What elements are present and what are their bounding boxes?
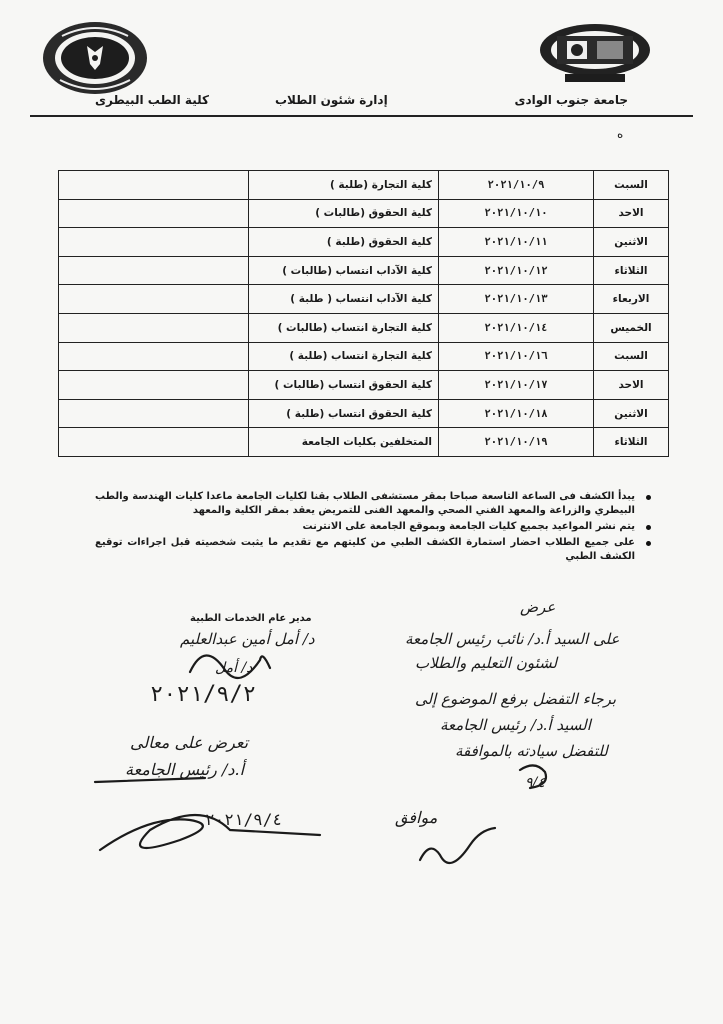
submit-line-5-handwritten: للتفضل سيادته بالموافقة [455, 742, 608, 760]
faculty-name: كلية الطب البيطرى [95, 93, 209, 107]
schedule-empty-cell [59, 199, 249, 228]
schedule-date-cell: ٢٠٢١/١٠/١٢ [439, 256, 594, 285]
schedule-empty-cell [59, 256, 249, 285]
schedule-row [59, 256, 669, 285]
schedule-row [59, 399, 669, 428]
schedule-date-cell: ٢٠٢١/١٠/١٤ [439, 313, 594, 342]
schedule-day-cell: السبت [594, 171, 669, 200]
schedule-empty-cell [59, 313, 249, 342]
director-name-handwritten: د/ أمل أمين عبدالعليم [180, 630, 315, 648]
schedule-day-cell: الخميس [594, 313, 669, 342]
schedule-row [59, 428, 669, 457]
university-name: جامعة جنوب الوادى [514, 93, 628, 107]
schedule-day-cell: الثلاثاء [594, 428, 669, 457]
schedule-empty-cell [59, 342, 249, 371]
schedule-faculty-cell: كلية الحقوق انتساب (طلبة ) [249, 399, 439, 428]
director-initial-handwritten: د/ أمل [215, 660, 253, 676]
left-note-line-1-handwritten: تعرض على معالى [130, 733, 249, 752]
submit-line-2-handwritten: لشئون التعليم والطلاب [415, 654, 558, 672]
schedule-date-cell: ٢٠٢١/١٠/٩ [439, 171, 594, 200]
medical-services-director-title: مدير عام الخدمات الطبية [190, 613, 312, 624]
schedule-row [59, 313, 669, 342]
submit-line-3-handwritten: برجاء التفضل برفع الموضوع إلى [415, 690, 617, 708]
schedule-date-cell: ٢٠٢١/١٠/١٦ [439, 342, 594, 371]
schedule-day-cell: الاثنين [594, 228, 669, 257]
schedule-date-cell: ٢٠٢١/١٠/١٣ [439, 285, 594, 314]
schedule-row [59, 228, 669, 257]
schedule-date-cell: ٢٠٢١/١٠/١٨ [439, 399, 594, 428]
header-divider [30, 115, 693, 117]
schedule-empty-cell [59, 171, 249, 200]
schedule-day-cell: الاحد [594, 199, 669, 228]
schedule-empty-cell [59, 399, 249, 428]
page-mark: ه [617, 127, 624, 141]
submit-line-4-handwritten: السيد أ.د/ رئيس الجامعة [440, 716, 591, 734]
schedule-row [59, 171, 669, 200]
schedule-day-cell: الاثنين [594, 399, 669, 428]
note-item: يبدأ الكشف فى الساعة التاسعة صباحا بمقر مستشفى الطلاب بقنا لكليات الجامعة ماعدا كليات الهندسة والطب البيطري والزراعة والمعهد الفني الصحي والمعهد الفنى للتمريض يعقد بمقر الكلية والمعهد [95, 491, 635, 516]
schedule-day-cell: السبت [594, 342, 669, 371]
schedule-empty-cell [59, 228, 249, 257]
left-note-line-2-handwritten: أ.د/ رئيس الجامعة [125, 760, 245, 779]
schedule-row [59, 371, 669, 400]
schedule-day-cell: الثلاثاء [594, 256, 669, 285]
left-note-date-handwritten: ٢٠٢١/٩/٤ [205, 810, 283, 829]
schedule-empty-cell [59, 428, 249, 457]
department-name: إدارة شئون الطلاب [275, 93, 388, 107]
university-logo [535, 22, 655, 84]
schedule-date-cell: ٢٠٢١/١٠/١١ [439, 228, 594, 257]
schedule-date-cell: ٢٠٢١/١٠/١٠ [439, 199, 594, 228]
schedule-faculty-cell: كلية الآداب انتساب ( طلبة ) [249, 285, 439, 314]
submit-line-1-handwritten: على السيد أ.د/ نائب رئيس الجامعة [405, 630, 620, 648]
medical-exam-schedule-table [58, 170, 669, 457]
schedule-row [59, 285, 669, 314]
schedule-faculty-cell: المتخلفين بكليات الجامعة [249, 428, 439, 457]
schedule-faculty-cell: كلية الحقوق انتساب (طالبات ) [249, 371, 439, 400]
schedule-faculty-cell: كلية التجارة انتساب (طلبة ) [249, 342, 439, 371]
schedule-date-cell: ٢٠٢١/١٠/١٧ [439, 371, 594, 400]
schedule-faculty-cell: كلية الحقوق (طالبات ) [249, 199, 439, 228]
submit-date-handwritten: ٩/٤ [525, 775, 545, 791]
schedule-row [59, 342, 669, 371]
schedule-faculty-cell: كلية الآداب انتساب (طالبات ) [249, 256, 439, 285]
schedule-faculty-cell: كلية التجارة (طلبة ) [249, 171, 439, 200]
approval-handwritten: موافق [395, 808, 438, 827]
submit-heading-handwritten: عرض [520, 598, 556, 616]
approval-signature [420, 828, 495, 863]
schedule-day-cell: الاحد [594, 371, 669, 400]
director-date-handwritten: ٢٠٢١/٩/٢ [150, 682, 256, 707]
schedule-date-cell: ٢٠٢١/١٠/١٩ [439, 428, 594, 457]
schedule-faculty-cell: كلية التجارة انتساب (طالبات ) [249, 313, 439, 342]
note-item: على جميع الطلاب احضار استمارة الكشف الطبي من كليتهم مع تقديم ما يثبت شخصيته قبل اجراءات توقيع الكشف الطبي [95, 537, 635, 562]
notes-list [95, 490, 653, 566]
schedule-row [59, 199, 669, 228]
note-item: يتم نشر المواعيد بجميع كليات الجامعة وبموقع الجامعة على الانترنت [95, 520, 635, 534]
schedule-empty-cell [59, 371, 249, 400]
schedule-empty-cell [59, 285, 249, 314]
faculty-logo [40, 18, 150, 98]
schedule-day-cell: الاربعاء [594, 285, 669, 314]
schedule-faculty-cell: كلية الحقوق (طلبة ) [249, 228, 439, 257]
